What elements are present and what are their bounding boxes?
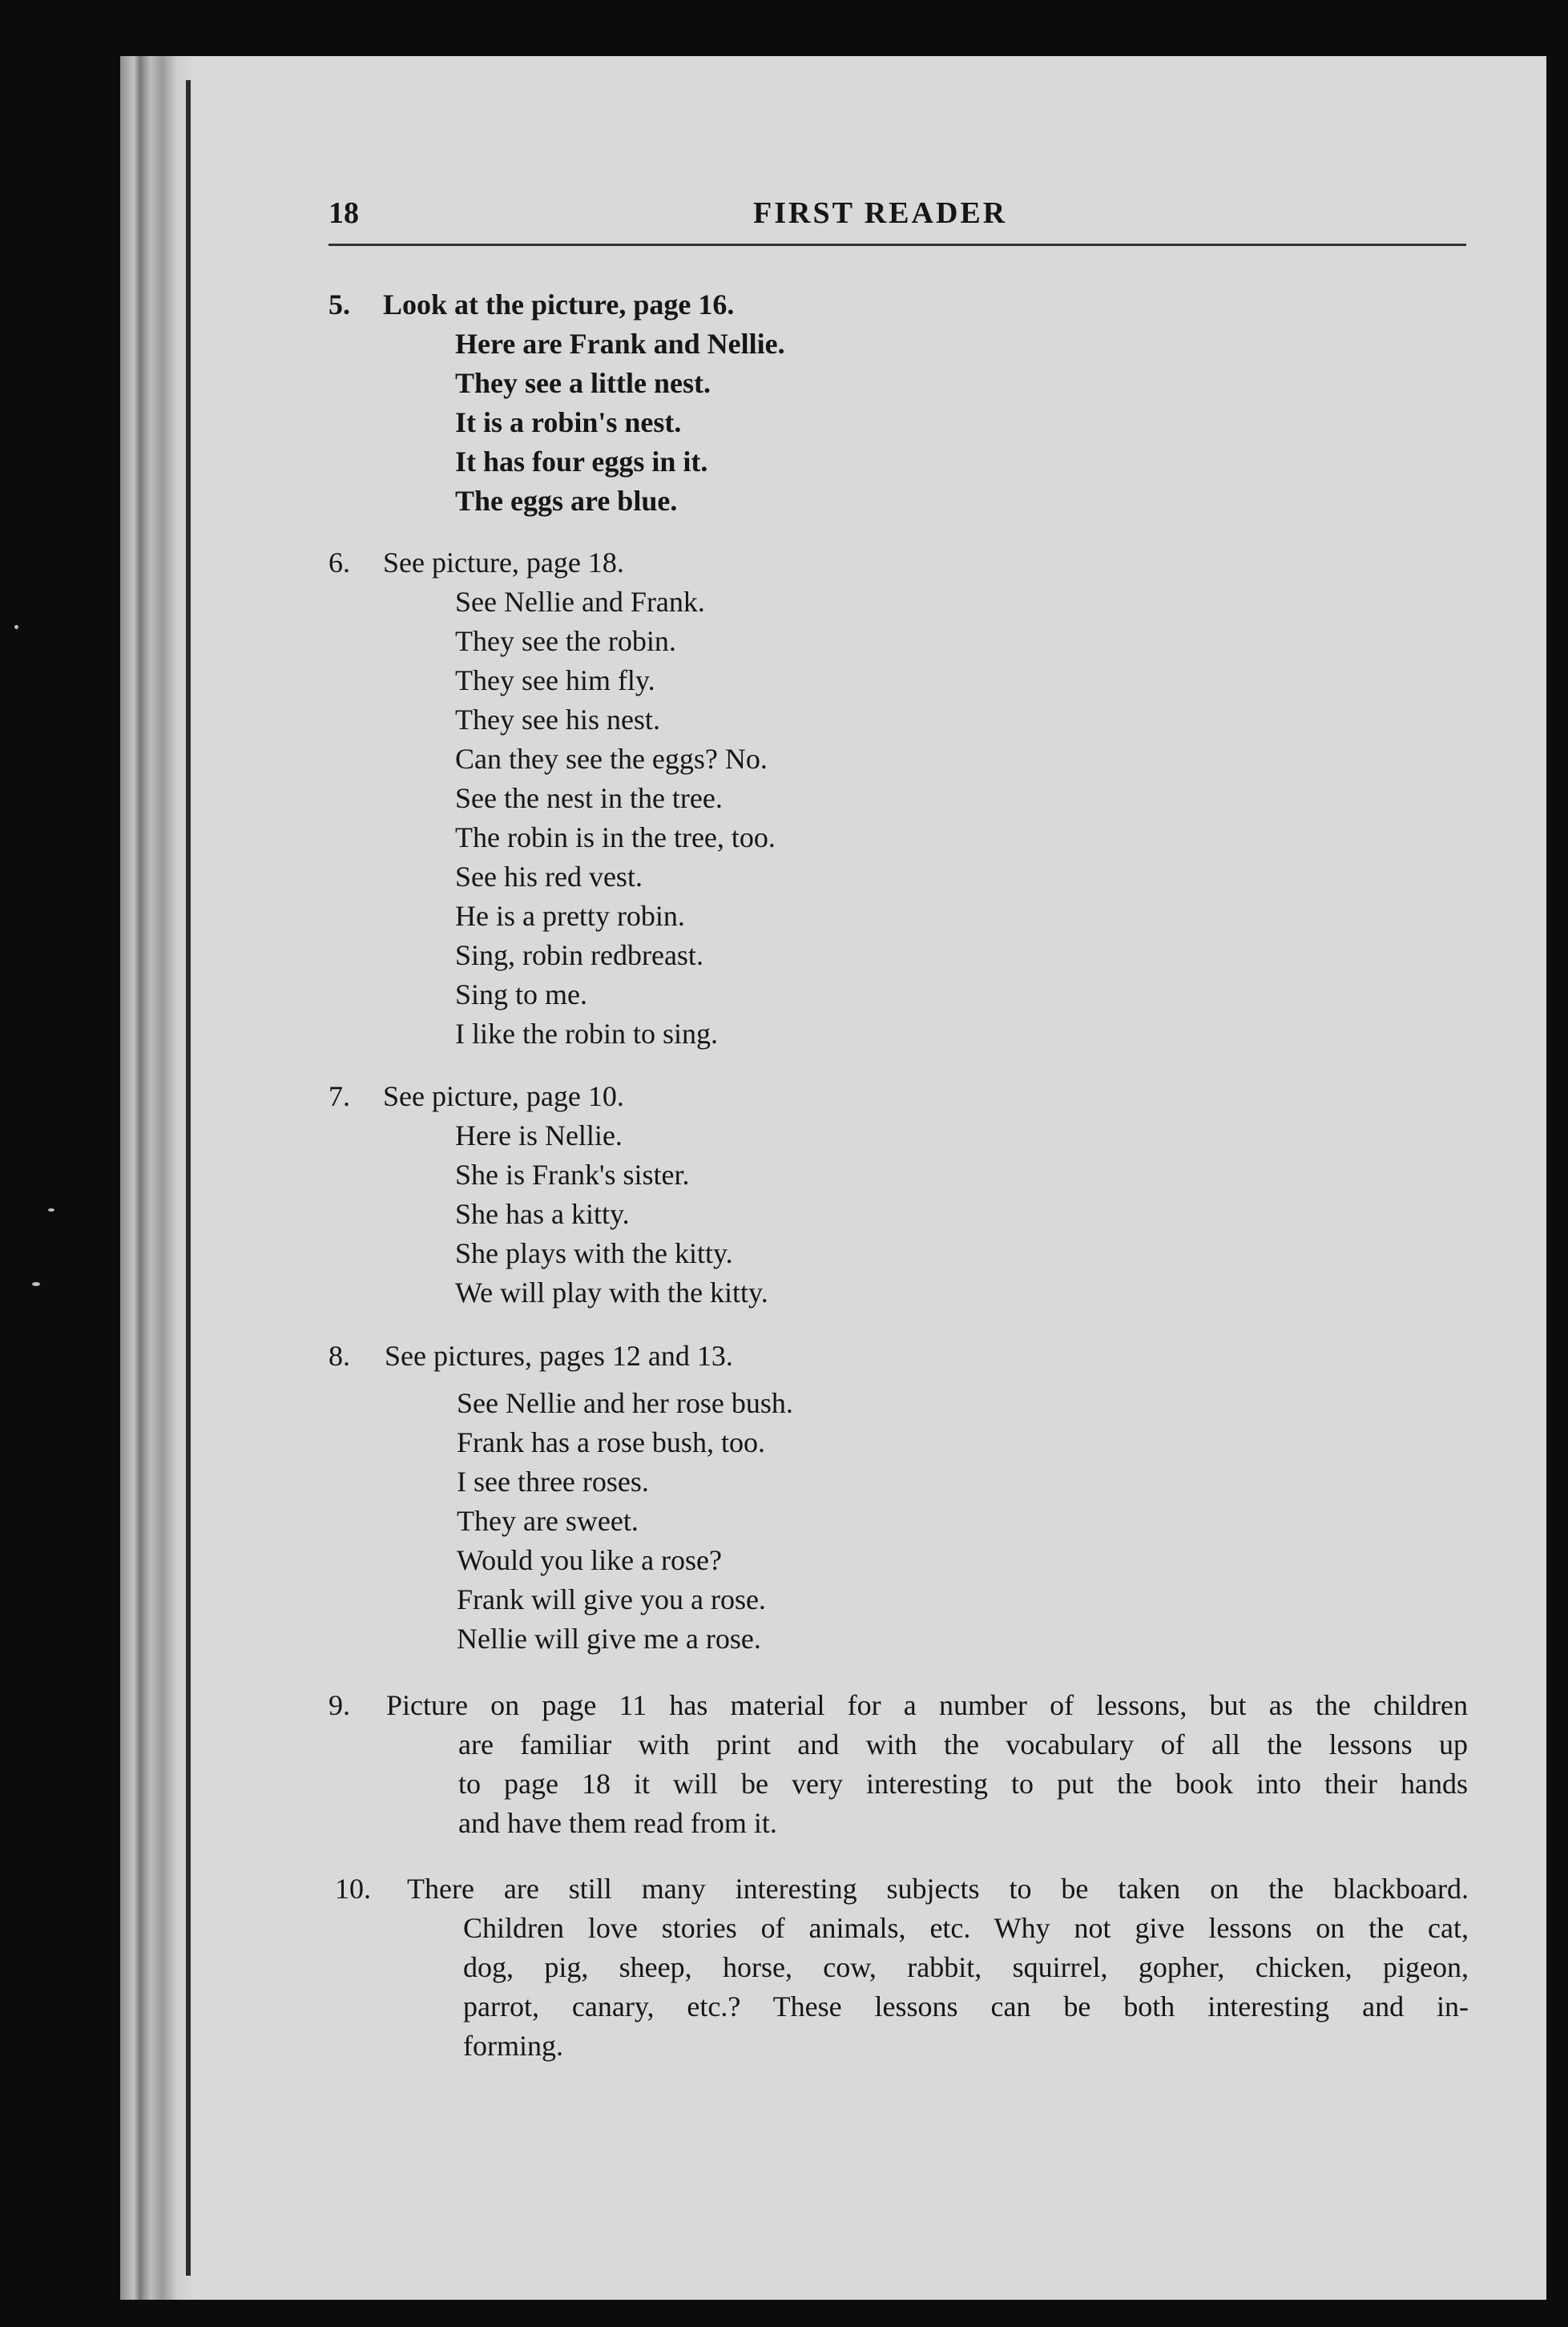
section-6-line: He is a pretty robin. [455, 900, 685, 932]
section-10-line: There are still many interesting subjects to be taken on the blackboard. [407, 1873, 1469, 1905]
section-6-line: They see him fly. [455, 664, 655, 696]
running-header [0, 0, 1568, 256]
section-10-line: parrot, canary, etc.? These lessons can be both interesting and in- [463, 1990, 1469, 2023]
header-rule [329, 244, 1466, 246]
scan-speck [14, 625, 18, 629]
section-9-line: Picture on page 11 has material for a number of lessons, but as the children [386, 1689, 1468, 1721]
book-spine-line [186, 80, 191, 2276]
section-8-line: Nellie will give me a rose. [457, 1623, 761, 1655]
page-number: 18 [329, 196, 359, 230]
section-7-heading: See picture, page 10. [383, 1080, 624, 1112]
section-6-line: They see his nest. [455, 704, 660, 736]
section-5-line: It has four eggs in it. [455, 446, 708, 478]
section-6-line: See Nellie and Frank. [455, 586, 705, 618]
section-5-line: The eggs are blue. [455, 485, 678, 517]
section-5-line: It is a robin's nest. [455, 406, 682, 438]
section-8-line: See Nellie and her rose bush. [457, 1387, 793, 1419]
page-edge-shadow [120, 56, 196, 2300]
section-10-number: 10. [335, 1873, 371, 1905]
section-8-line: I see three roses. [457, 1466, 649, 1498]
section-5-line: Here are Frank and Nellie. [455, 328, 785, 360]
section-8-line: They are sweet. [457, 1505, 639, 1537]
scan-speck [48, 1208, 54, 1212]
section-6-number: 6. [329, 546, 350, 579]
section-6-line: The robin is in the tree, too. [455, 821, 776, 853]
section-8-heading: See pictures, pages 12 and 13. [385, 1340, 733, 1372]
section-6-heading: See picture, page 18. [383, 546, 624, 579]
section-6-line: Can they see the eggs? No. [455, 743, 768, 775]
section-7-line: We will play with the kitty. [455, 1276, 768, 1309]
section-5-line: They see a little nest. [455, 367, 711, 399]
section-10-line: dog, pig, sheep, horse, cow, rabbit, squirrel, gopher, chicken, pigeon, [463, 1951, 1469, 1983]
section-6-line: I like the robin to sing. [455, 1018, 718, 1050]
section-7-number: 7. [329, 1080, 350, 1112]
section-5-number: 5. [329, 288, 350, 321]
section-7-line: She plays with the kitty. [455, 1237, 733, 1269]
section-8-line: Would you like a rose? [457, 1544, 723, 1576]
section-7-line: She has a kitty. [455, 1198, 630, 1230]
section-10-line: forming. [463, 2030, 563, 2062]
section-6-line: See his red vest. [455, 861, 643, 893]
section-6-line: See the nest in the tree. [455, 782, 723, 814]
section-8-line: Frank has a rose bush, too. [457, 1426, 765, 1458]
section-7-line: Here is Nellie. [455, 1119, 623, 1151]
running-title: FIRST READER [753, 196, 1008, 230]
section-6-line: Sing, robin redbreast. [455, 939, 703, 971]
section-6-line: They see the robin. [455, 625, 676, 657]
section-9-number: 9. [329, 1689, 350, 1721]
section-8-number: 8. [329, 1340, 350, 1372]
section-9-line: and have them read from it. [458, 1807, 777, 1839]
section-9-line: to page 18 it will be very interesting to put the book into their hands [458, 1768, 1468, 1800]
section-5-heading: Look at the picture, page 16. [383, 288, 735, 321]
section-9-line: are familiar with print and with the vocabulary of all the lessons up [458, 1728, 1468, 1760]
section-6-line: Sing to me. [455, 978, 588, 1010]
section-8-line: Frank will give you a rose. [457, 1583, 766, 1615]
section-7-line: She is Frank's sister. [455, 1159, 690, 1191]
scan-speck [32, 1282, 40, 1286]
section-10-line: Children love stories of animals, etc. Why not give lessons on the cat, [463, 1912, 1469, 1944]
